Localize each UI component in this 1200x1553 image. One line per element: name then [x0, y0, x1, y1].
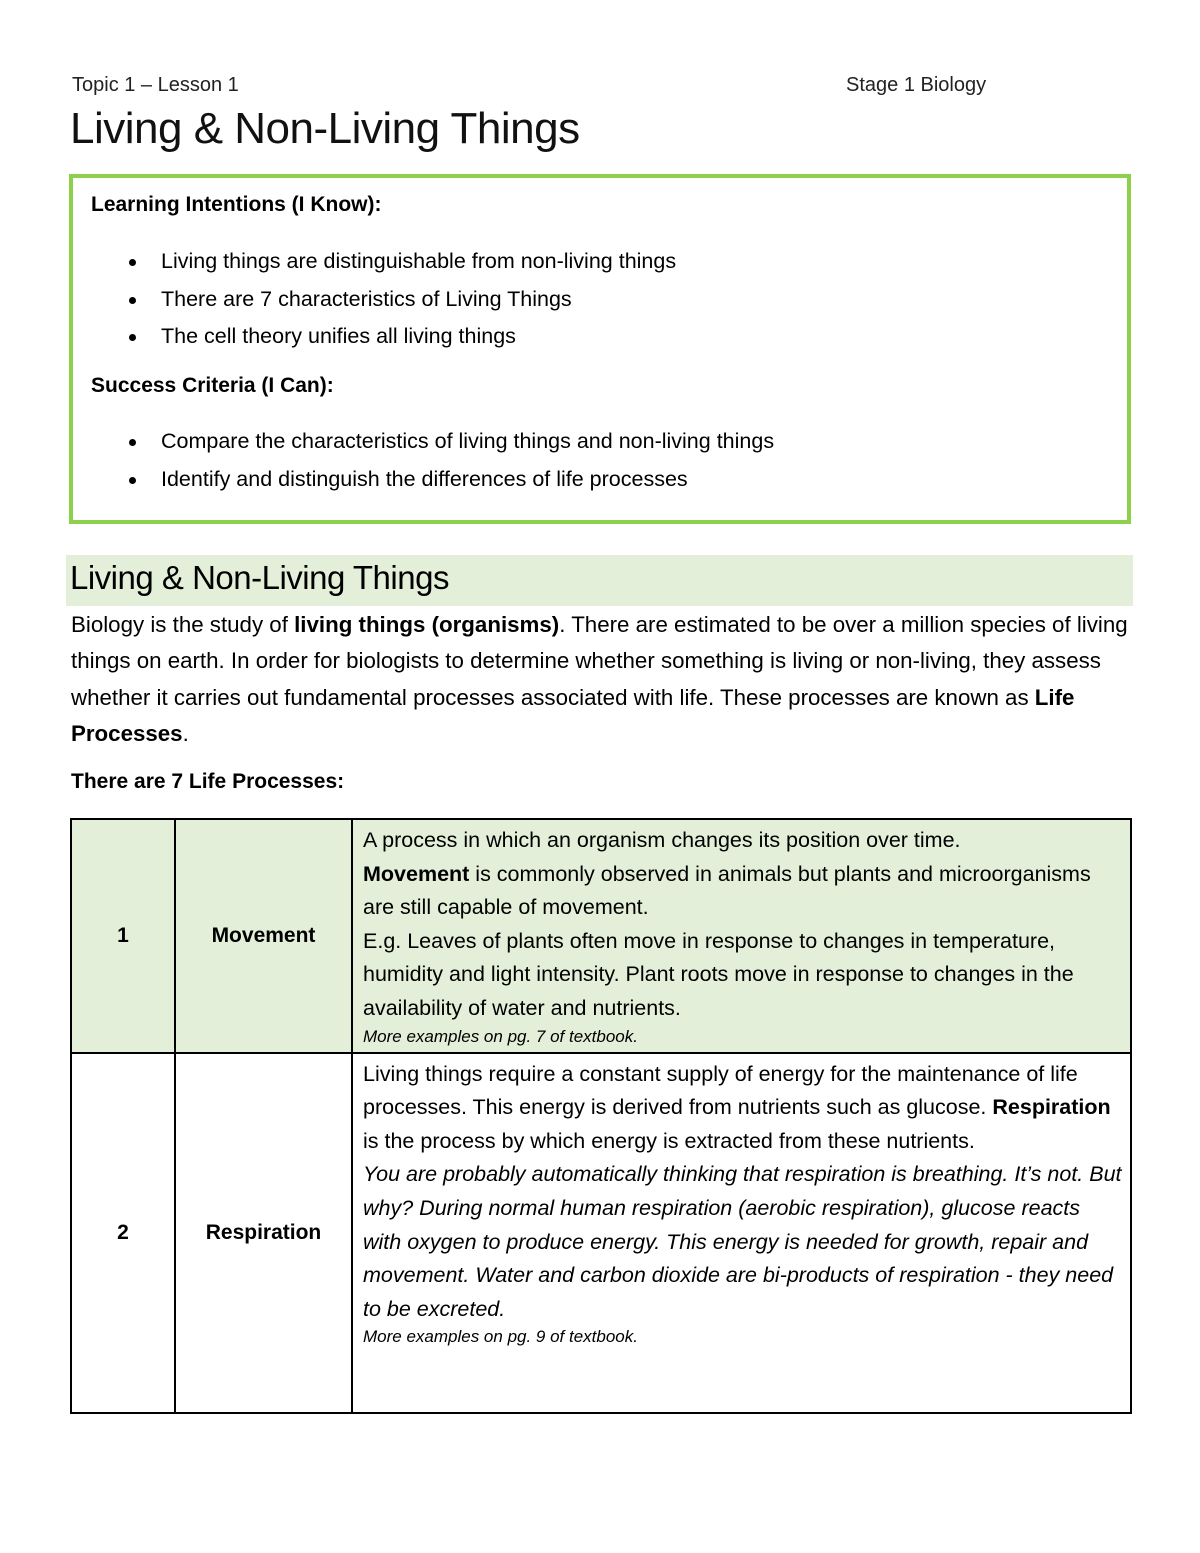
list-item: Compare the characteristics of living things and non-living things: [73, 423, 774, 461]
process-number: 1: [71, 819, 175, 1053]
course-label: Stage 1 Biology: [846, 74, 987, 96]
learning-intentions-heading: Learning Intentions (I Know):: [91, 193, 382, 216]
topic-lesson-label: Topic 1 – Lesson 1: [72, 74, 239, 96]
intro-text: .: [182, 720, 189, 746]
list-item: Identify and distinguish the differences of life processes: [73, 461, 774, 499]
section-heading-bar: [66, 555, 1133, 606]
intro-bold-term: Life Processes: [71, 684, 1075, 746]
description-text: is the process by which energy is extracted from these nutrients.: [363, 1128, 975, 1153]
life-processes-table: [70, 818, 1132, 1414]
process-name: Respiration: [175, 1053, 352, 1413]
section-title: Living & Non-Living Things: [70, 559, 449, 596]
intro-paragraph: [71, 607, 1131, 752]
description-text: Living things require a constant supply of energy for the maintenance of life processes. This energy is derived from nutrients such as glucose.: [363, 1061, 1078, 1120]
description-bold-term: Movement: [363, 861, 470, 886]
textbook-reference: More examples on pg. 9 of textbook.: [363, 1327, 638, 1347]
learning-goals-box: [69, 174, 1131, 524]
success-criteria-heading: Success Criteria (I Can):: [91, 374, 334, 397]
textbook-reference: More examples on pg. 7 of textbook.: [363, 1026, 638, 1046]
process-name: Movement: [175, 819, 352, 1053]
success-criteria-list: [73, 423, 774, 498]
list-item: The cell theory unifies all living things: [73, 318, 676, 356]
table-row: [71, 1053, 1131, 1413]
description-example: E.g. Leaves of plants often move in response to changes in temperature, humidity and light intensity. Plant roots move in response to changes in the availability of water and nutrients.: [363, 928, 1074, 1020]
description-bold-term: Respiration: [992, 1095, 1111, 1120]
intro-text: Biology is the study of: [71, 612, 295, 637]
description-explanation: You are probably automatically thinking that respiration is breathing. It’s not. But why? During normal human respiration (aerobic respiration), glucose reacts with oxygen to produce energy. This energy is needed for growth, repair and movement. Water and carbon dioxide are bi-products of respiration - they need to be excreted.: [363, 1162, 1122, 1321]
process-description: [352, 819, 1131, 1053]
process-description: [352, 1053, 1131, 1413]
process-number: 2: [71, 1053, 175, 1413]
list-item: There are 7 characteristics of Living Things: [73, 281, 676, 319]
list-item: Living things are distinguishable from non-living things: [73, 243, 676, 281]
intro-bold-term: living things (organisms): [294, 612, 560, 637]
description-text: A process in which an organism changes its position over time.: [363, 828, 961, 852]
life-processes-heading: There are 7 Life Processes:: [71, 770, 345, 793]
intro-text: . There are estimated to be over a million species of living things on earth. In order for biologists to determine whether something is living or non-living, they assess whether it carries out fundamental processes associated with life. These processes are known as: [71, 612, 1128, 710]
page-title: Living & Non-Living Things: [70, 104, 580, 153]
description-text: is commonly observed in animals but plants and microorganisms are still capable of movement.: [363, 861, 1091, 920]
learning-intentions-list: [73, 243, 676, 356]
table-row: [71, 819, 1131, 1053]
